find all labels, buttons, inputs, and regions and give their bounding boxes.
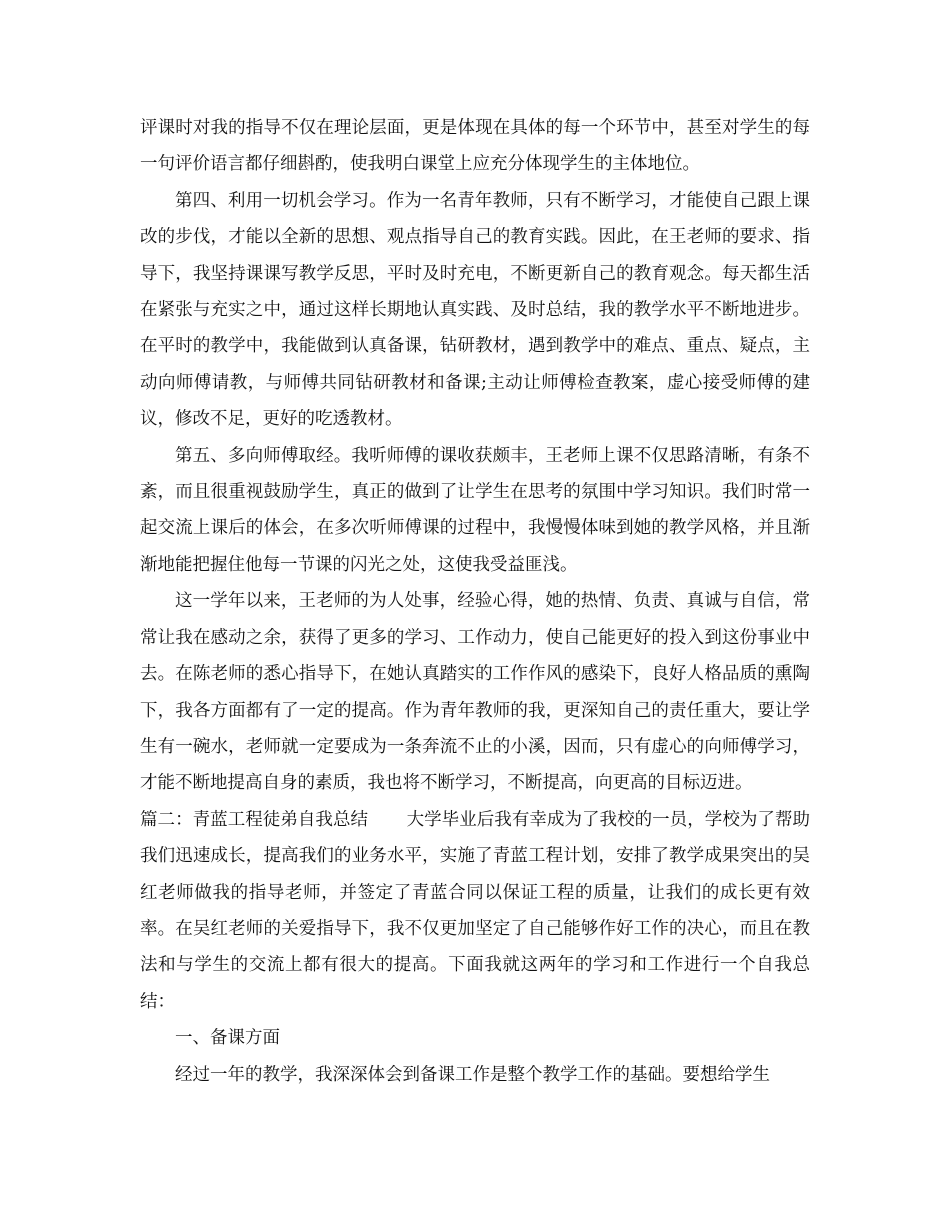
paragraph-5: [140, 802, 810, 1020]
paragraph-7: 经过一年的教学，我深深体会到备课工作是整个教学工作的基础。要想给学生: [175, 1064, 770, 1085]
paragraph-1: 评课时对我的指导不仅在理论层面，更是体现在具体的每一个环节中，甚至对学生的每一句评价语言都仔细斟酌，使我明白课堂上应充分体现学生的主体地位。: [140, 118, 810, 175]
paragraph-3: 第五、多向师傅取经。我听师傅的课收获颇丰，王老师上课不仅思路清晰，有条不紊，而且很重视鼓励学生，真正的做到了让学生在思考的氛围中学习知识。我们时常一起交流上课后的体会，在多次听师傅课的过程中，我慢慢体味到她的教学风格，并且渐渐地能把握住他每一节课的闪光之处，这使我受益匪浅。: [140, 445, 810, 575]
paragraph-4: 这一学年以来，王老师的为人处事，经验心得，她的热情、负责、真诚与自信，常常让我在感动之余，获得了更多的学习、工作动力，使自己能更好的投入到这份事业中去。在陈老师的悉心指导下，在她认真踏实的工作作风的感染下，良好人格品质的熏陶下，我各方面都有了一定的提高。作为青年教师的我，更深知自己的责任重大，要让学生有一碗水，老师就一定要成为一条奔流不止的小溪，因而，只有虚心的向师傅学习，才能不断地提高自身的素质，我也将不断学习，不断提高，向更高的目标迈进。: [140, 591, 810, 794]
paragraph-2: 第四、利用一切机会学习。作为一名青年教师，只有不断学习，才能使自己跟上课改的步伐，才能以全新的思想、观点指导自己的教育实践。因此，在王老师的要求、指导下，我坚持课课写教学反思，平时及时充电，不断更新自己的教育观念。每天都生活在紧张与充实之中，通过这样长期地认真实践、及时总结，我的教学水平不断地进步。在平时的教学中，我能做到认真备课，钻研教材，遇到教学中的难点、重点、疑点，主动向师傅请教，与师傅共同钻研教材和备课;主动让师傅检查教案，虚心接受师傅的建议，修改不足，更好的吃透教材。: [140, 190, 810, 430]
document-body: [140, 110, 810, 1093]
subsection-heading: 一、备课方面: [175, 1028, 280, 1049]
paragraph-5-text: 大学毕业后我有幸成为了我校的一员，学校为了帮助我们迅速成长，提高我们的业务水平，实施了青蓝工程计划，安排了教学成果突出的吴红老师做我的指导老师，并签定了青蓝合同以保证工程的质量，让我们的成长更有效率。在吴红老师的关爱指导下，我不仅更加坚定了自己能够作好工作的决心，而且在教法和与学生的交流上都有很大的提高。下面我就这两年的学习和工作进行一个自我总结：: [140, 809, 811, 1012]
section-heading: 篇二：青蓝工程徒弟自我总结: [140, 809, 369, 830]
